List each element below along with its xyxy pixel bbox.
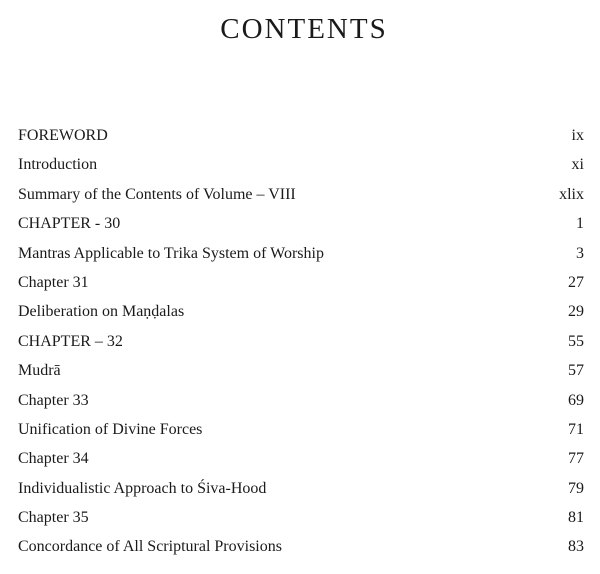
toc-entry-page: 27 <box>568 273 584 291</box>
toc-entry-title: CHAPTER - 30 <box>18 215 121 233</box>
table-of-contents <box>18 121 584 562</box>
toc-entry-page: 77 <box>568 450 584 468</box>
toc-entry-title: Deliberation on Maṇḍalas <box>18 303 185 321</box>
toc-entry-title: Chapter 34 <box>18 450 89 468</box>
toc-entry-page: xi <box>571 156 584 174</box>
toc-entry-chapter-31 <box>18 268 584 297</box>
toc-entry-page: 81 <box>568 509 584 527</box>
toc-entry-chapter-32 <box>18 327 584 356</box>
toc-entry-page: 29 <box>568 303 584 321</box>
toc-entry-title: Chapter 35 <box>18 509 89 527</box>
page-title: CONTENTS <box>220 13 388 45</box>
toc-entry-mudra <box>18 356 584 385</box>
toc-entry-page: 71 <box>568 420 584 438</box>
toc-entry-page: 55 <box>568 332 584 350</box>
toc-entry-mantras <box>18 239 584 268</box>
toc-entry-page: 1 <box>576 215 584 233</box>
toc-entry-mandalas <box>18 297 584 326</box>
toc-entry-summary <box>18 180 584 209</box>
toc-entry-title: Introduction <box>18 156 98 174</box>
toc-entry-chapter-35 <box>18 503 584 532</box>
toc-entry-title: CHAPTER – 32 <box>18 332 123 350</box>
toc-entry-concordance <box>18 532 584 561</box>
toc-entry-title: Mudrā <box>18 362 61 380</box>
toc-entry-page: 57 <box>568 362 584 380</box>
toc-entry-title: Summary of the Contents of Volume – VIII <box>18 185 296 203</box>
toc-entry-siva-hood <box>18 474 584 503</box>
toc-entry-introduction <box>18 150 584 179</box>
toc-entry-title: Unification of Divine Forces <box>18 420 203 438</box>
toc-entry-title: Chapter 33 <box>18 391 89 409</box>
toc-entry-page: 79 <box>568 479 584 497</box>
toc-entry-unification <box>18 415 584 444</box>
toc-entry-page: xlix <box>559 185 584 203</box>
toc-entry-page: 69 <box>568 391 584 409</box>
toc-entry-page: ix <box>571 127 584 144</box>
toc-entry-foreword <box>18 121 584 150</box>
toc-entry-title: Concordance of All Scriptural Provisions <box>18 538 282 556</box>
toc-entry-chapter-34 <box>18 444 584 473</box>
toc-entry-title: Chapter 31 <box>18 273 89 291</box>
toc-entry-title: FOREWORD <box>18 127 108 144</box>
toc-entry-title: Individualistic Approach to Śiva-Hood <box>18 479 267 497</box>
toc-entry-page: 83 <box>568 538 584 556</box>
toc-entry-chapter-30 <box>18 209 584 238</box>
toc-entry-page: 3 <box>576 244 584 262</box>
toc-entry-title: Mantras Applicable to Trika System of Worship <box>18 244 324 262</box>
toc-entry-chapter-33 <box>18 386 584 415</box>
